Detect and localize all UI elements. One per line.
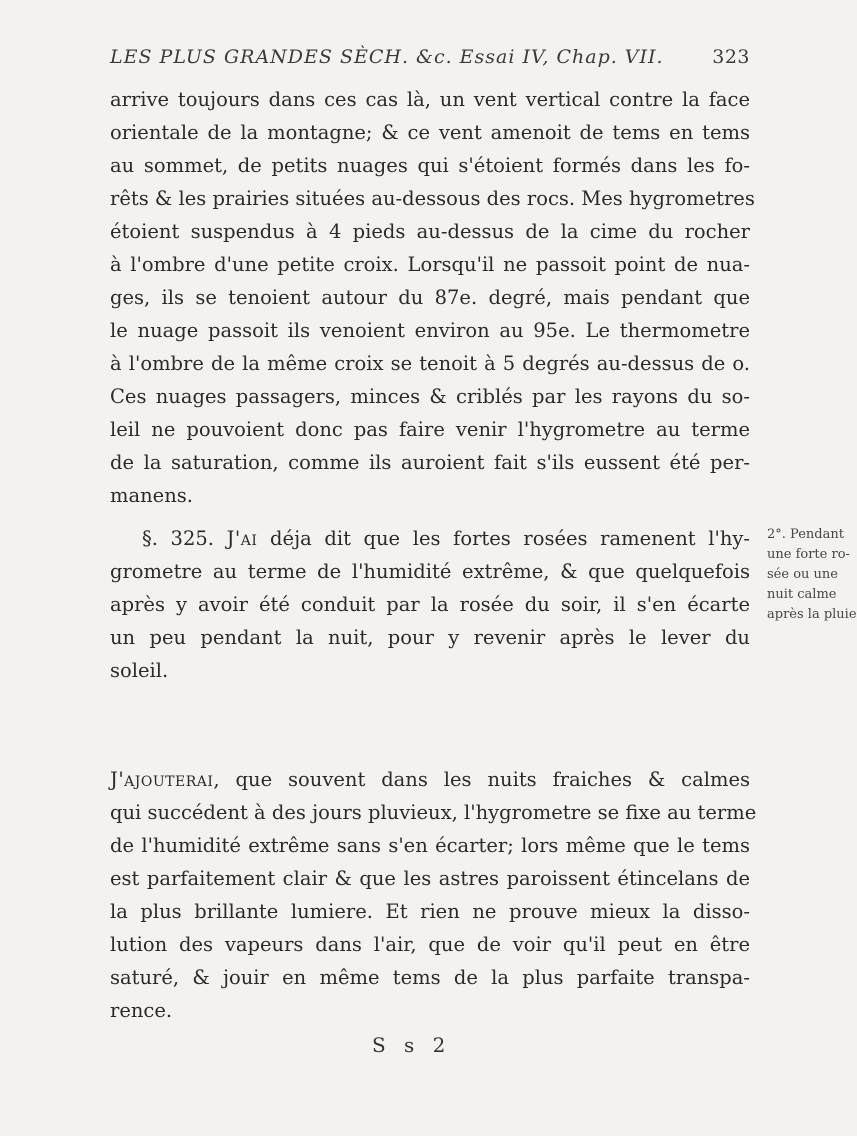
running-title: LES PLUS GRANDES SÈCH. &c. Essai IV, Chap. VII. (110, 46, 664, 68)
text-line (110, 763, 750, 796)
text-line: après y avoir été conduit par la rosée du soir, il s'en écarte (110, 593, 750, 616)
text-fragment: , que souvent dans les nuits fraiches & calmes (213, 768, 750, 791)
margin-note-line: après la pluie (767, 607, 857, 622)
section-number: §. 325. (142, 527, 214, 550)
text-line: de la saturation, comme ils auroient fait s'ils eussent été per- (110, 451, 750, 474)
paragraph-3 (110, 763, 757, 1027)
margin-note-line: sée ou une (767, 567, 838, 582)
text-line: rêts & les prairies situées au-dessous des rocs. Mes hygrometres (110, 187, 755, 210)
text-line: la plus brillante lumiere. Et rien ne prouve mieux la disso- (110, 900, 750, 923)
text-line: manens. (110, 484, 193, 507)
text-line: Ces nuages passagers, minces & criblés par les rayons du so- (110, 385, 750, 408)
page-number: 323 (712, 46, 750, 68)
running-header (110, 46, 750, 68)
text-line: saturé, & jouir en même tems de la plus parfaite transpa- (110, 966, 750, 989)
text-line: grometre au terme de l'humidité extrême, & que quelquefois (110, 560, 750, 583)
margin-note-line: une forte ro- (767, 547, 850, 562)
margin-note (767, 525, 857, 625)
lead-word: J'ai (226, 527, 258, 550)
text-line: arrive toujours dans ces cas là, un vent vertical contre la face (110, 88, 750, 111)
text-line: qui succédent à des jours pluvieux, l'hygrometre se fixe au terme (110, 801, 757, 824)
text-line: de l'humidité extrême sans s'en écarter; lors même que le tems (110, 834, 750, 857)
text-line: lution des vapeurs dans l'air, que de voir qu'il peut en être (110, 933, 750, 956)
text-line: un peu pendant la nuit, pour y revenir après le lever du (110, 626, 750, 649)
text-line: est parfaitement clair & que les astres paroissent étincelans de (110, 867, 750, 890)
text-fragment: déja dit que les fortes rosées ramenent l'hy- (257, 527, 750, 550)
text-line: leil ne pouvoient donc pas faire venir l'hygrometre au terme (110, 418, 750, 441)
lead-word: J'ajouterai (110, 768, 214, 791)
margin-note-line: nuit calme (767, 587, 837, 602)
text-line: orientale de la montagne; & ce vent amenoit de tems en tems (110, 121, 750, 144)
text-line: à l'ombre de la même croix se tenoit à 5 degrés au-dessus de o. (110, 352, 750, 375)
signature-mark: S s 2 (372, 1033, 452, 1057)
text-line: ges, ils se tenoient autour du 87e. degré, mais pendant que (110, 286, 750, 309)
text-line: étoient suspendus à 4 pieds au-dessus de la cime du rocher (110, 220, 750, 243)
text-line (110, 522, 750, 555)
text-line: à l'ombre d'une petite croix. Lorsqu'il ne passoit point de nua- (110, 253, 750, 276)
text-line: au sommet, de petits nuages qui s'étoient formés dans les fo- (110, 154, 750, 177)
text-line: rence. (110, 999, 173, 1022)
margin-note-line: 2°. Pendant (767, 527, 844, 542)
paragraph-1 (110, 83, 755, 512)
text-line: soleil. (110, 659, 169, 682)
text-line: le nuage passoit ils venoient environ au 95e. Le thermometre (110, 319, 750, 342)
paragraph-2 (110, 522, 750, 687)
